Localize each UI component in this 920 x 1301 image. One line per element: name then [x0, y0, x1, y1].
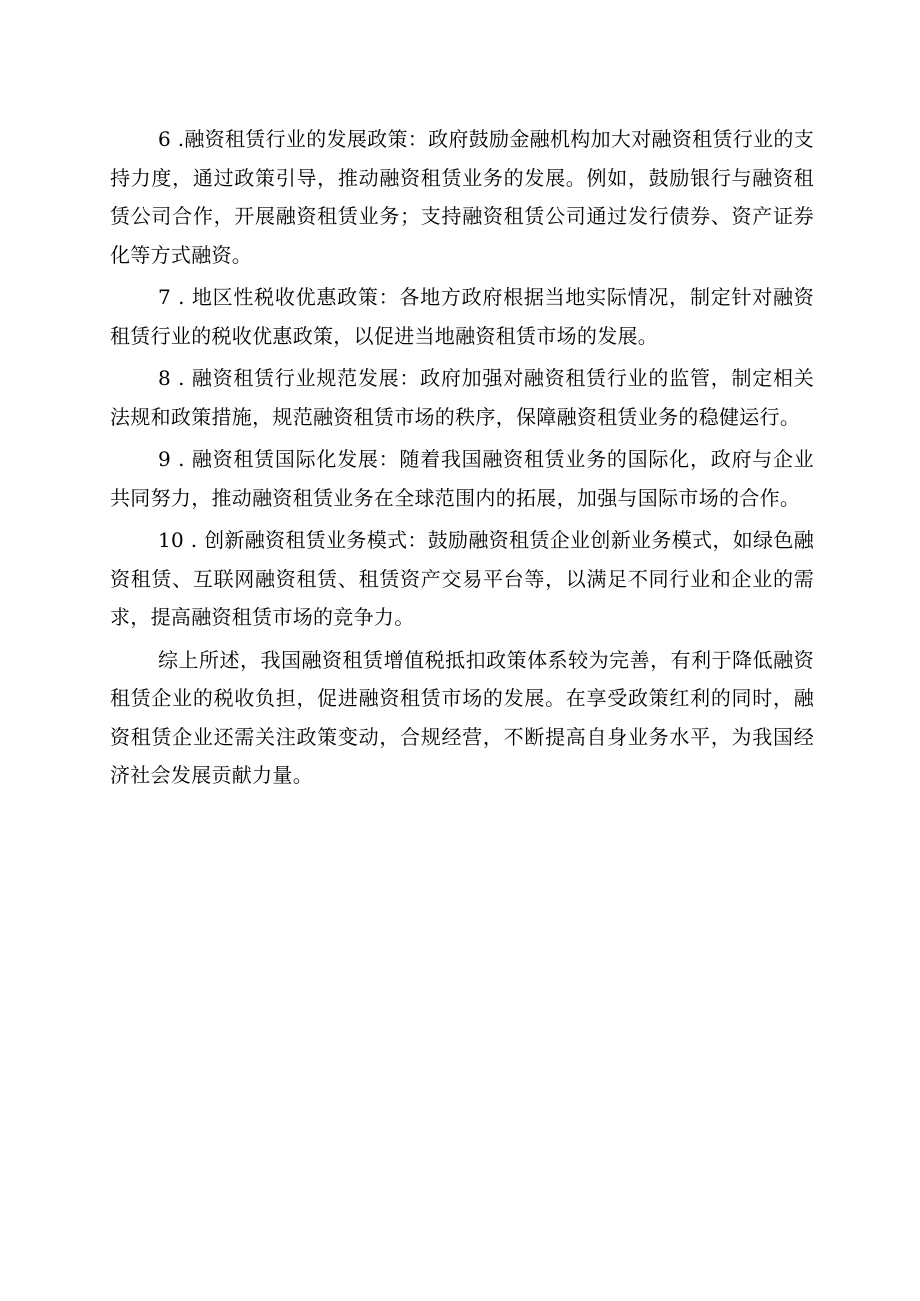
paragraph-policy-9: 9 . 融资租赁国际化发展：随着我国融资租赁业务的国际化，政府与企业共同努力，推动融资租赁业务在全球范围内的拓展，加强与国际市场的合作。	[110, 447, 814, 510]
paragraph-policy-10: 10 . 创新融资租赁业务模式：鼓励融资租赁企业创新业务模式，如绿色融资租赁、互联网融资租赁、租赁资产交易平台等，以满足不同行业和企业的需求，提高融资租赁市场的竞争力。	[110, 528, 814, 629]
paragraph-conclusion: 综上所述，我国融资租赁增值税抵扣政策体系较为完善，有利于降低融资租赁企业的税收负担，促进融资租赁市场的发展。在享受政策红利的同时，融资租赁企业还需关注政策变动，合规经营，不断提高自身业务水平，为我国经济社会发展贡献力量。	[110, 647, 814, 787]
paragraph-policy-7: 7 . 地区性税收优惠政策：各地方政府根据当地实际情况，制定针对融资租赁行业的税收优惠政策，以促进当地融资租赁市场的发展。	[110, 285, 814, 348]
document-body	[110, 120, 814, 799]
paragraph-policy-6: 6 .融资租赁行业的发展政策：政府鼓励金融机构加大对融资租赁行业的支持力度，通过政策引导，推动融资租赁业务的发展。例如，鼓励银行与融资租赁公司合作，开展融资租赁业务；支持融资租赁公司通过发行债券、资产证券化等方式融资。	[110, 127, 814, 267]
paragraph-policy-8: 8 . 融资租赁行业规范发展：政府加强对融资租赁行业的监管，制定相关法规和政策措施，规范融资租赁市场的秩序，保障融资租赁业务的稳健运行。	[110, 366, 814, 429]
